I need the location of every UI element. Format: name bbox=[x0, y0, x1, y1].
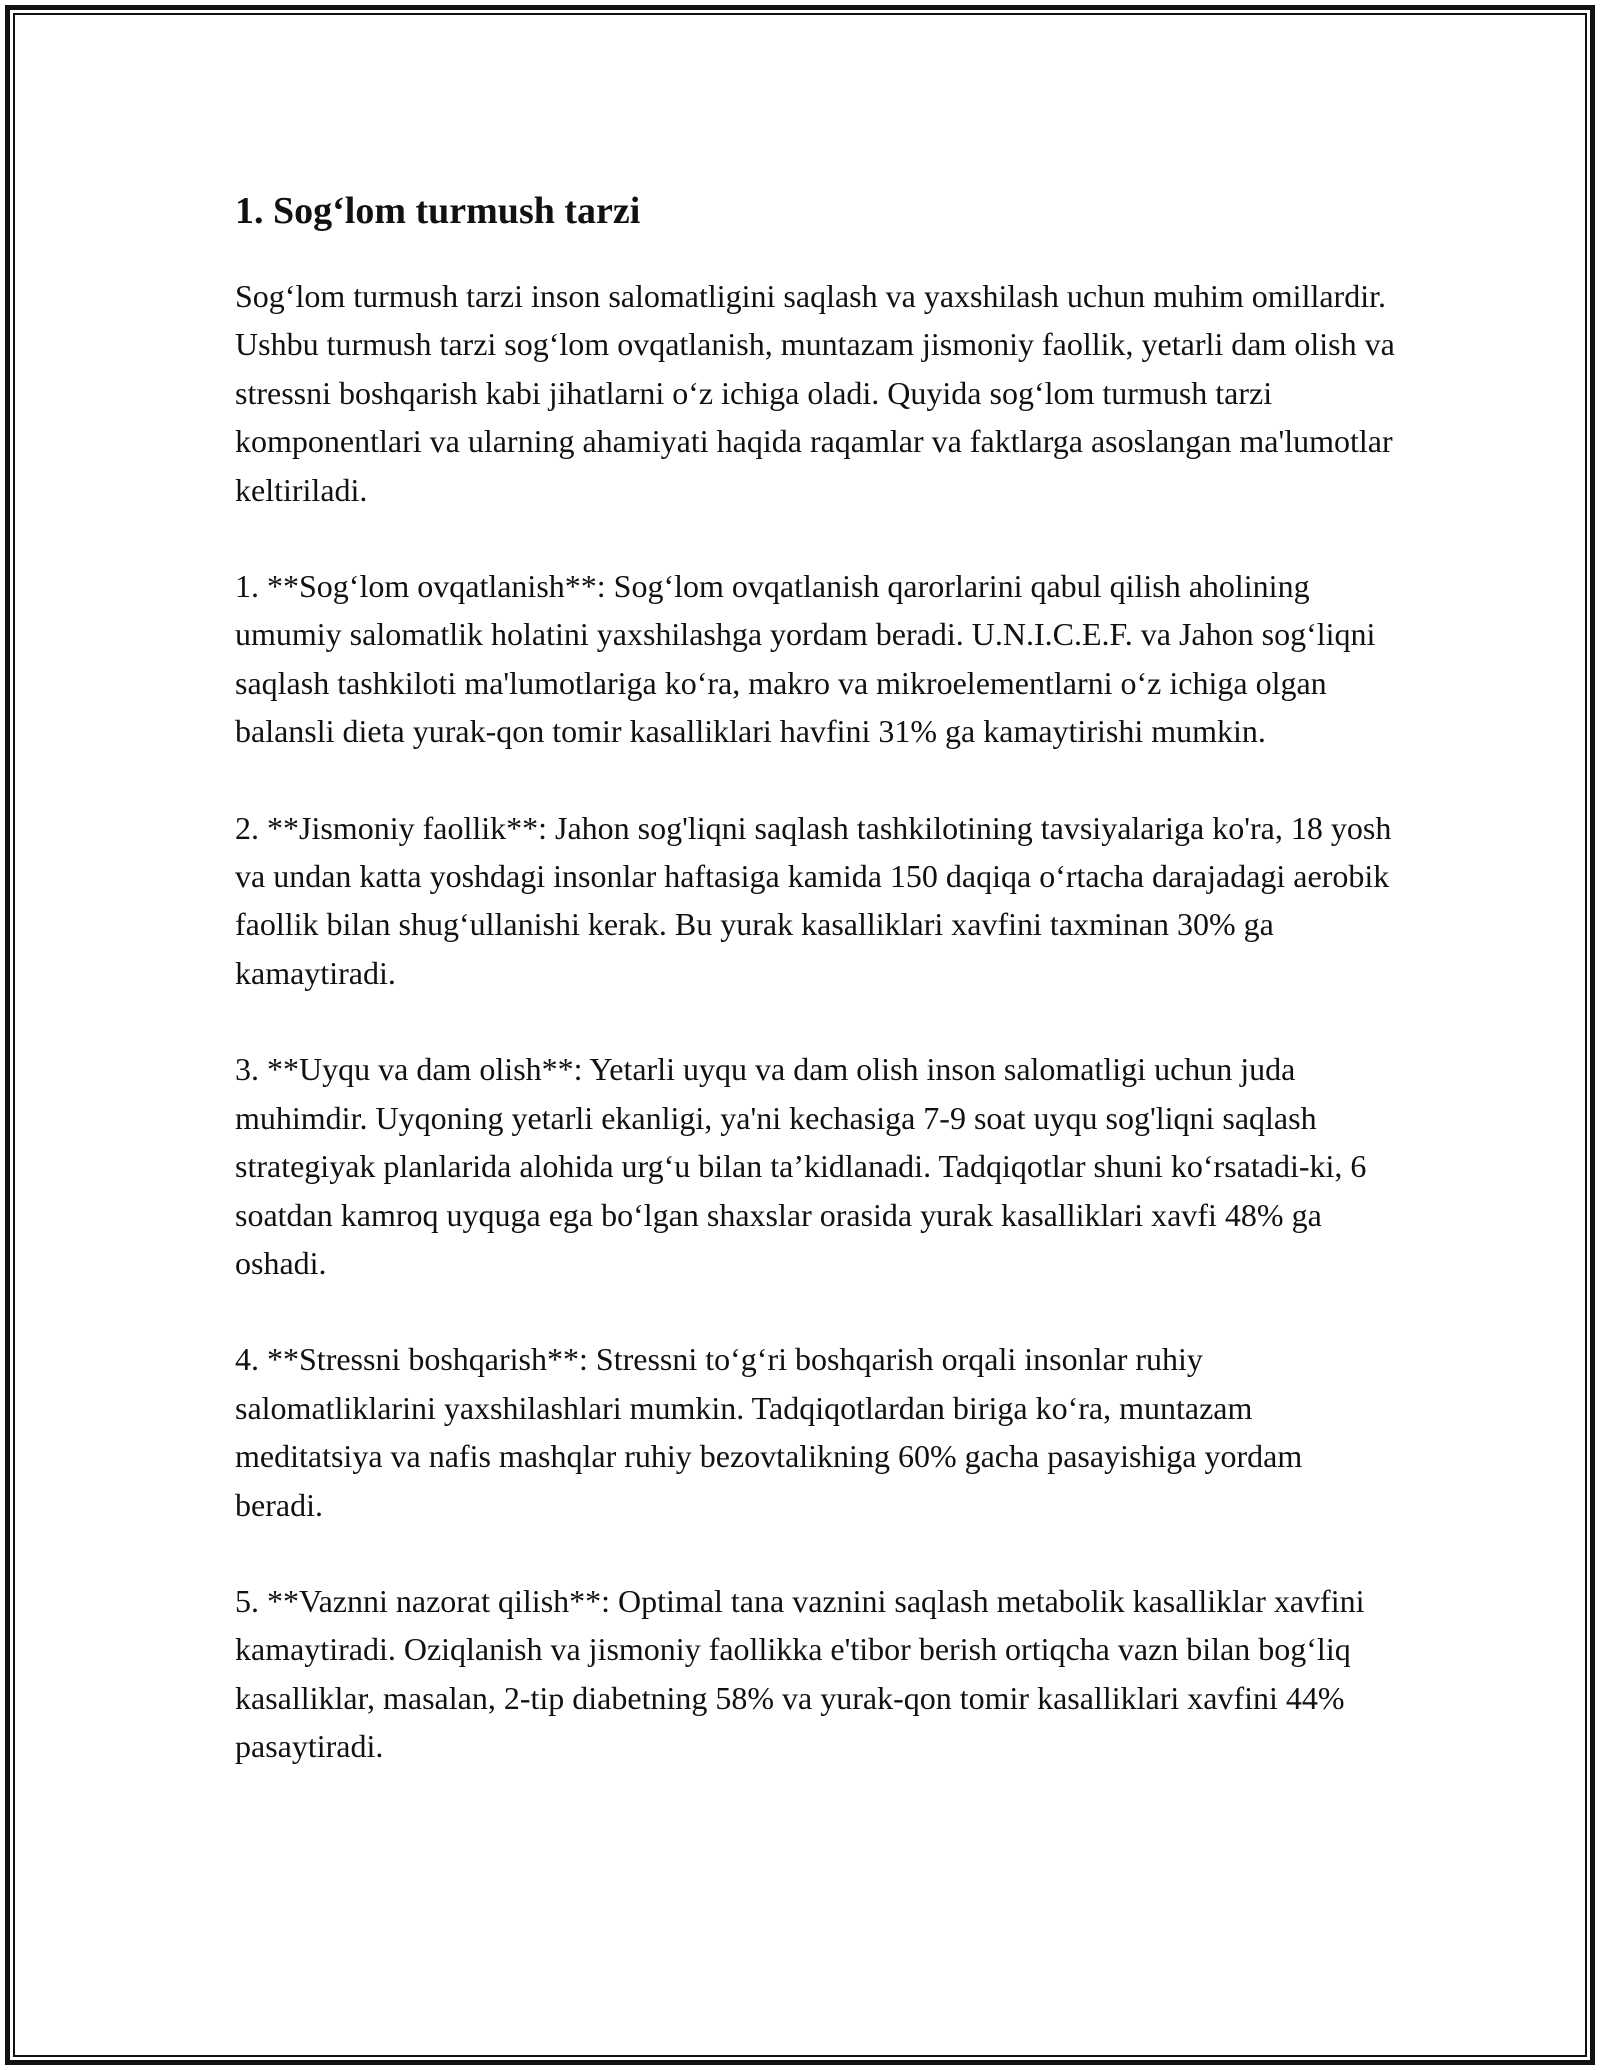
paragraph-weight-control: 5. **Vaznni nazorat qilish**: Optimal tana vaznini saqlash metabolik kasalliklar xavfini kamaytiradi. Oziqlanish va jismoniy faollikka e'tibor berish ortiqcha vazn bilan bog‘liq kasalliklar, masalan, 2-tip diabetning 58% va yurak-qon tomir kasalliklari xavfini 44% pasaytiradi. bbox=[235, 1582, 1365, 1765]
paragraph-stress-management: 4. **Stressni boshqarish**: Stressni to‘g‘ri boshqarish orqali insonlar ruhiy salomatliklarini yaxshilashlari mumkin. Tadqiqotlardan biriga ko‘ra, muntazam meditatsiya va nafis mashqlar ruhiy bezovtalikning 60% gacha pasayishiga yordam beradi. bbox=[235, 1341, 1303, 1523]
paragraph-sleep-rest: 3. **Uyqu va dam olish**: Yetarli uyqu va dam olish inson salomatligi uchun juda muhimdir. Uyqoning yetarli ekanligi, ya'ni kechasiga 7-9 soat uyqu sog'liqni saqlash strategiyak planlarida alohida urg‘u bilan ta’kidlanadi. Tadqiqotlar shuni ko‘rsatadi-ki, 6 soatdan kamroq uyquga ega bo‘lgan shaxslar orasida yurak kasalliklari xavfi 48% ga oshadi. bbox=[235, 1051, 1367, 1281]
section-title: 1. Sog‘lom turmush tarzi bbox=[235, 190, 641, 232]
document-body bbox=[235, 186, 1395, 1819]
paragraph-physical-activity: 2. **Jismoniy faollik**: Jahon sog'liqni saqlash tashkilotining tavsiyalariga ko'ra, 18 yosh va undan katta yoshdagi insonlar haftasiga kamida 150 daqiqa o‘rtacha darajadagi aerobik faollik bilan shug‘ullanishi kerak. Bu yurak kasalliklari xavfini taxminan 30% ga kamaytiradi. bbox=[235, 809, 1392, 991]
paragraph-healthy-eating: 1. **Sog‘lom ovqatlanish**: Sog‘lom ovqatlanish qarorlarini qabul qilish aholining umumiy salomatlik holatini yaxshilashga yordam beradi. U.N.I.C.E.F. va Jahon sog‘liqni saqlash tashkiloti ma'lumotlariga ko‘ra, makro va mikroelementlarni o‘z ichiga olgan balansli dieta yurak-qon tomir kasalliklari havfini 31% ga kamaytirishi mumkin. bbox=[235, 568, 1376, 750]
intro-paragraph: Sog‘lom turmush tarzi inson salomatligini saqlash va yaxshilash uchun muhim omillardir. Ushbu turmush tarzi sog‘lom ovqatlanish, muntazam jismoniy faollik, yetarli dam olish va stressni boshqarish kabi jihatlarni o‘z ichiga oladi. Quyida sog‘lom turmush tarzi komponentlari va ularning ahamiyati haqida raqamlar va faktlarga asoslangan ma'lumotlar keltiriladi. bbox=[235, 278, 1395, 508]
